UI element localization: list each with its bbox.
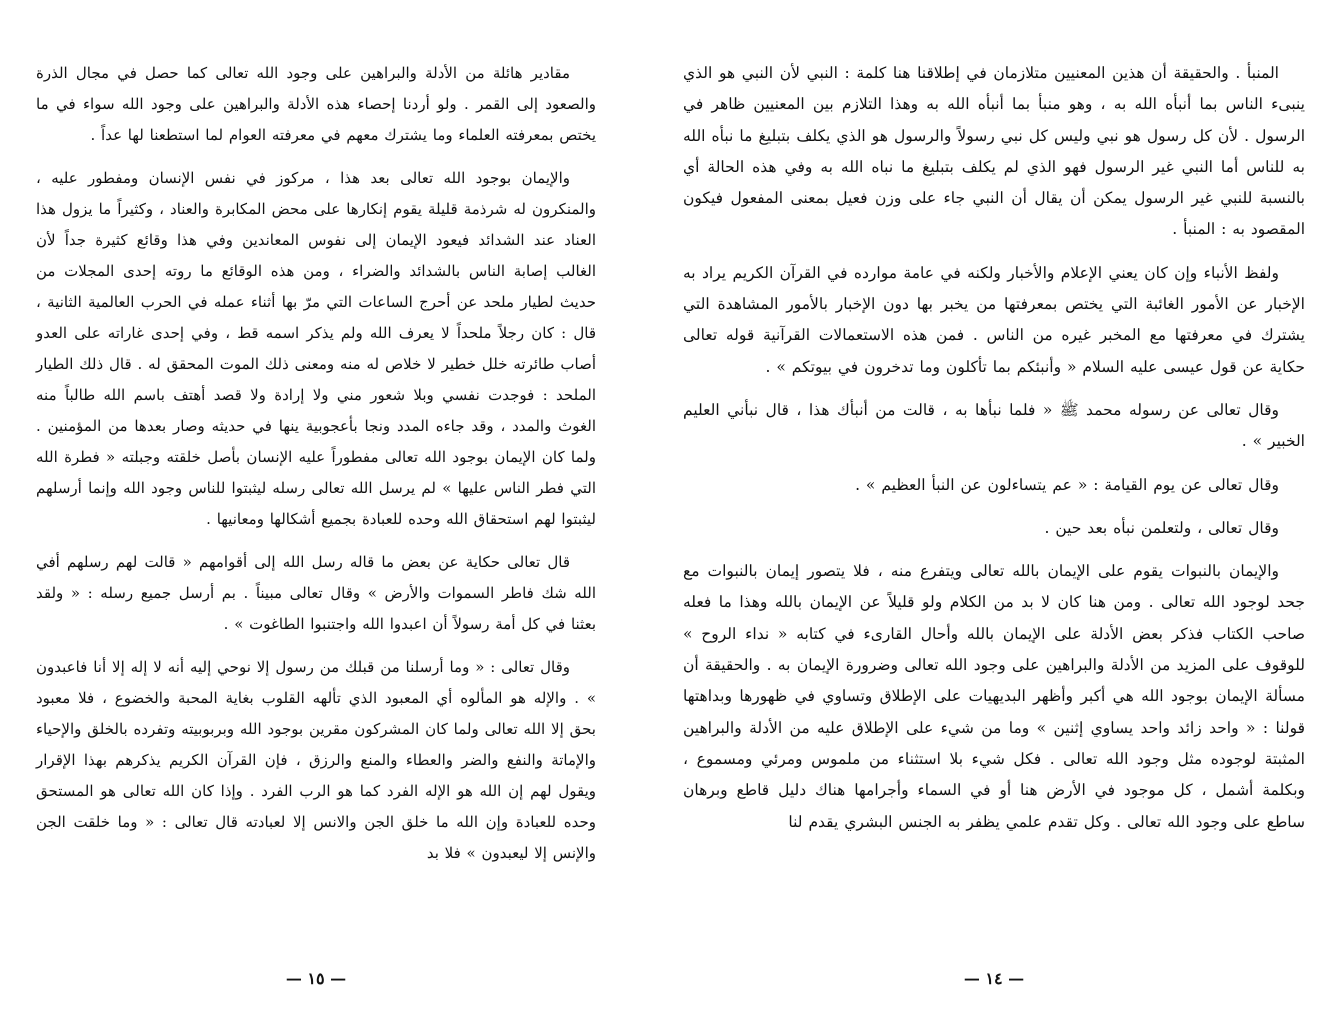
right-page-number: — ١٤ — (963, 969, 1025, 988)
right-paragraph-3: وقال تعالى عن رسوله محمد ﷺ « فلما نبأها به ، قالت من أنبأك هذا ، قال نبأني العليم الخبير » . (683, 400, 1305, 451)
left-paragraph-1: مقادير هائلة من الأدلة والبراهين على وجود الله تعالى كما حصل في مجال الذرة والصعود إلى القمر . ولو أردنا إحصاء هذه الأدلة والبراهين على وجود الله سواء في ما يختص بمعرفته العلماء وما يشترك معهم في معرفته العوام لما استطعنا لها عداً . (36, 64, 596, 144)
left-page-body (36, 58, 596, 881)
right-paragraph-2: ولفظ الأنباء وإن كان يعني الإعلام والأخبار ولكنه في عامة موارده في القرآن الكريم يراد به الإخبار عن الأمور الغائبة التي يختص بمعرفتها من يخبر بها دون الإخبار بالأمور المشاهدة التي يشترك في معرفتها مع المخبر غيره من الناس . فمن هذه الاستعمالات القرآنية قوله تعالى حكاية عن قول عيسى عليه السلام « وأنبئكم بما تأكلون وما تدخرون في بيوتكم » . (683, 263, 1305, 376)
right-paragraph-5: وقال تعالى ، ولتعلمن نبأه بعد حين . (1044, 518, 1279, 537)
left-paragraph-4: وقال تعالى : « وما أرسلنا من قبلك من رسول إلا نوحي إليه أنه لا إله إلا أنا فاعبدون » . والإله هو المألوه أي المعبود الذي تألهه القلوب بغاية المحبة والخضوع ، فلا معبود بحق إلا الله تعالى ولما كان المشركون مقرين بوجود الله وبربوبيته وتفرده بالخلق والإحياء والإماتة والنفع والضر والعطاء والمنع والرزق ، فإن القرآن الكريم يذكرهم بهذا الإقرار ويقول لهم إن الله هو الإله الفرد كما هو الرب الفرد . وإذا كان الله تعالى هو المستحق وحده للعبادة وإن الله ما خلق الجن والانس إلا لعبادته قال تعالى : « وما خلقت الجن والإنس إلا ليعبدون » فلا بد (36, 658, 596, 862)
right-paragraph-1: المنبأ . والحقيقة أن هذين المعنيين متلازمان في إطلاقنا هنا كلمة : النبي لأن النبي هو الذي ينبىء الناس بما أنبأه الله به ، وهو منبأ بما أنبأه الله به وهذا التلازم بين المعنيين ظاهر في الرسول . لأن كل رسول هو نبي وليس كل نبي رسولاً والرسول هو الذي يكلف بتبليغ ما نبأه الله به للناس أما النبي غير الرسول فهو الذي لم يكلف بتبليغ ما نباه الله به وفي هذه الحالة أي بالنسبة للنبي غير الرسول يمكن أن يقال أن النبي جاء على وزن فعيل بمعنى المفعول فيكون المقصود به : المنبأ . (683, 64, 1305, 239)
left-page-number: — ١٥ — (285, 969, 347, 988)
left-paragraph-3: قال تعالى حكاية عن بعض ما قاله رسل الله إلى أقوامهم « قالت لهم رسلهم أفي الله شك فاطر السموات والأرض » وقال تعالى مبيناً . بم أرسل جميع رسله : « ولقد بعثنا في كل أمة رسولاً أن اعبدوا الله واجتنبوا الطاغوت » . (36, 553, 596, 633)
right-paragraph-4: وقال تعالى عن يوم القيامة : « عم يتساءلون عن النبأ العظيم » . (855, 475, 1279, 494)
right-page (683, 58, 1305, 988)
right-paragraph-6: والإيمان بالنبوات يقوم على الإيمان بالله تعالى ويتفرع منه ، فلا يتصور إيمان بالنبوات مع جحد لوجود الله تعالى . ومن هنا كان لا بد من الكلام ولو قليلاً عن الإيمان بالله وهذا ما فعله صاحب الكتاب فذكر بعض الأدلة على الإيمان بالله وأحال القارىء في كتابه « نداء الروح » للوقوف على المزيد من الأدلة والبراهين على وجود الله تعالى وضرورة الإيمان به . والحقيقة أن مسألة الإيمان بوجود الله هي أكبر وأظهر البديهيات على الإطلاق وتساوي في ظهورها وبداهتها قولنا : « واحد زائد واحد يساوي إثنين » وما من شيء على الإطلاق عليه من الأدلة والبراهين المثبتة لوجوده مثل وجود الله تعالى . فكل شيء بلا استثناء من ملموس ومرئي ومسموع ، وبكلمة أشمل ، كل موجود في الأرض هنا أو في السماء وأجرامها هناك دليل قاطع وبرهان ساطع على وجود الله تعالى . وكل تقدم علمي يظفر به الجنس البشري يقدم لنا (683, 562, 1305, 831)
left-page (36, 58, 596, 988)
right-page-body (683, 58, 1305, 850)
left-paragraph-2: والإيمان بوجود الله تعالى بعد هذا ، مركوز في نفس الإنسان ومفطور عليه ، والمنكرون له شرذمة قليلة يقوم إنكارها على محض المكابرة والعناد ، وكثيراً ما يزول هذا العناد عند الشدائد فيعود الإيمان إلى نفوس المعاندين وفي هذا وقائع كثيرة جداً لأن الغالب إصابة الناس بالشدائد والضراء ، ومن هذه الوقائع ما روته إحدى المجلات من حديث لطيار ملحد عن أحرج الساعات التي مرّ بها أثناء عمله في الحرب العالمية الثانية ، قال : كان رجلاً ملحداً لا يعرف الله ولم يذكر اسمه قط ، وفي إحدى غاراته على العدو أصاب طائرته خلل خطير لا خلاص له منه ومعنى ذلك الموت المحقق له . قال ذلك الطيار الملحد : فوجدت نفسي وبلا شعور مني ولا إرادة ولا قصد أهتف باسم الله طالباً منه الغوث والمدد ، وقد جاءه المدد ونجا بأعجوبية ينها في حديثه وصار بعدها من المؤمنين . ولما كان الإيمان بوجود الله تعالى مفطوراً عليه الإنسان بأصل خلقته وجبلته « فطرة الله التي فطر الناس عليها » لم يرسل الله تعالى رسله ليثبتوا للناس وجود الله وإنما أرسلهم ليثبتوا لهم استحقاق الله وحده للعبادة بجميع أشكالها ومعانيها . (36, 169, 596, 528)
